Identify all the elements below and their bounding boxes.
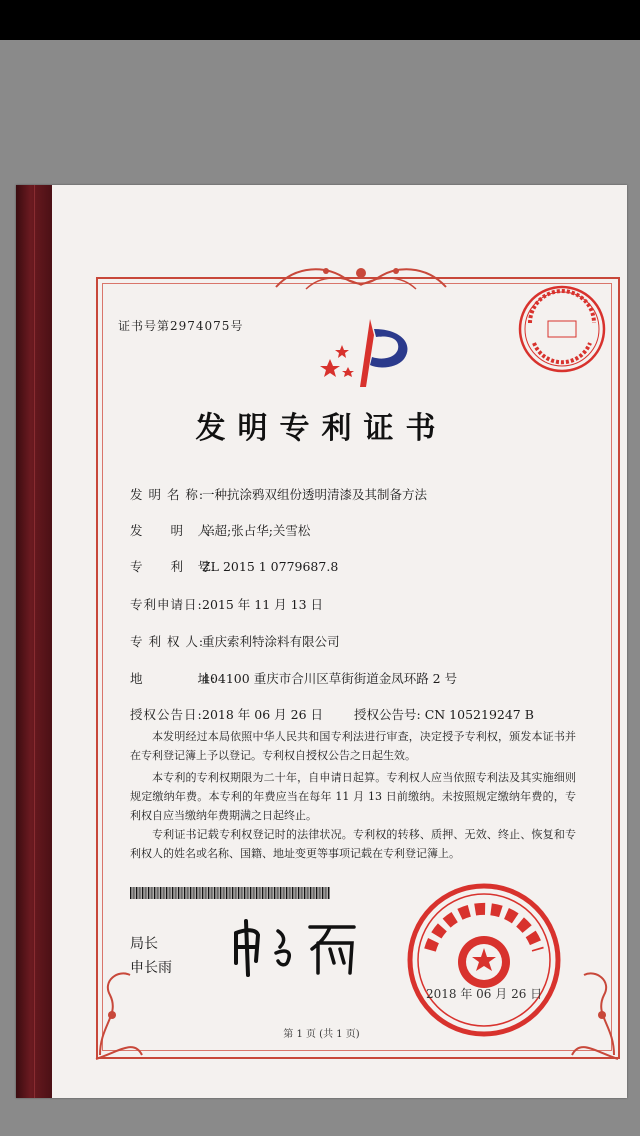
- patent-number-field: [130, 557, 338, 575]
- invention-name-label: 发 明 名 称:: [130, 487, 205, 502]
- inventors-field: [130, 521, 310, 539]
- patent-number-label: 专 利 号:: [130, 559, 217, 574]
- grant-date-label: 授权公告日:: [130, 707, 203, 722]
- grant-date-value: 2018 年 06 月 26 日: [202, 707, 323, 722]
- grant-number-value: CN 105219247 B: [424, 707, 534, 722]
- page-number: 第 1 页 (共 1 页): [283, 1029, 360, 1040]
- paragraph-3: 专利证书记载专利权登记时的法律状况。专利权的转移、质押、无效、终止、恢复和专利权人的姓名或名称、国籍、地址变更等事项记载在专利登记簿上。: [130, 828, 576, 860]
- patentee-field: [130, 632, 340, 650]
- certificate-title: 发明专利证书: [195, 411, 448, 446]
- document-viewer: [0, 40, 640, 1136]
- patent-office-seal-icon: [404, 880, 564, 1040]
- application-date-value: 2015 年 11 月 13 日: [202, 597, 323, 612]
- patent-number-value: ZL 2015 1 0779687.8: [202, 559, 339, 574]
- grant-number-field: [354, 705, 534, 723]
- tax-stamp-seal-icon: [516, 283, 608, 375]
- director-title: 局长: [130, 936, 158, 952]
- invention-name-field: [130, 485, 427, 503]
- seal-date: 2018 年 06 月 26 日: [426, 987, 543, 1001]
- application-date-field: [130, 595, 323, 613]
- paragraph-1: 本发明经过本局依照中华人民共和国专利法进行审查，决定授予专利权，颁发本证书并在专利登记簿上予以登记。专利权自授权公告之日起生效。: [130, 730, 576, 762]
- bottom-right-ornament-icon: [564, 955, 624, 1065]
- application-date-label: 专利申请日:: [130, 597, 203, 612]
- director-name: 申长雨: [130, 960, 172, 976]
- paragraph-2: 本专利的专利权期限为二十年，自申请日起算。专利权人应当依照专利法及其实施细则规定缴纳年费。本专利的年费应当在每年 11 月 13 日前缴纳。未按照规定缴纳年费的，专利权自应当缴纳年费期满之日起终止。: [130, 771, 576, 822]
- grant-number-label: 授权公告号:: [354, 707, 421, 722]
- certificate-scan[interactable]: [16, 185, 627, 1098]
- patentee-label: 专 利 权 人:: [130, 634, 205, 649]
- binding-spine: [16, 185, 52, 1098]
- grant-date-field: [130, 705, 323, 723]
- patent-office-logo-icon: [312, 315, 422, 390]
- address-label: 地 址:: [130, 671, 217, 686]
- inventors-value: 辛超;张占华;关雪松: [202, 523, 311, 538]
- patentee-value: 重庆索利特涂料有限公司: [202, 634, 340, 649]
- inventors-label: 发 明 人:: [130, 523, 217, 538]
- director-signature-icon: [226, 913, 366, 983]
- certificate-number: 证书号第2974075号: [118, 319, 244, 333]
- invention-name-value: 一种抗涂鸦双组份透明清漆及其制备方法: [202, 487, 428, 502]
- address-value: 404100 重庆市合川区草街街道金凤环路 2 号: [202, 671, 458, 686]
- barcode-icon: [130, 887, 330, 899]
- top-ornament-icon: [266, 261, 456, 295]
- address-field: [130, 669, 457, 687]
